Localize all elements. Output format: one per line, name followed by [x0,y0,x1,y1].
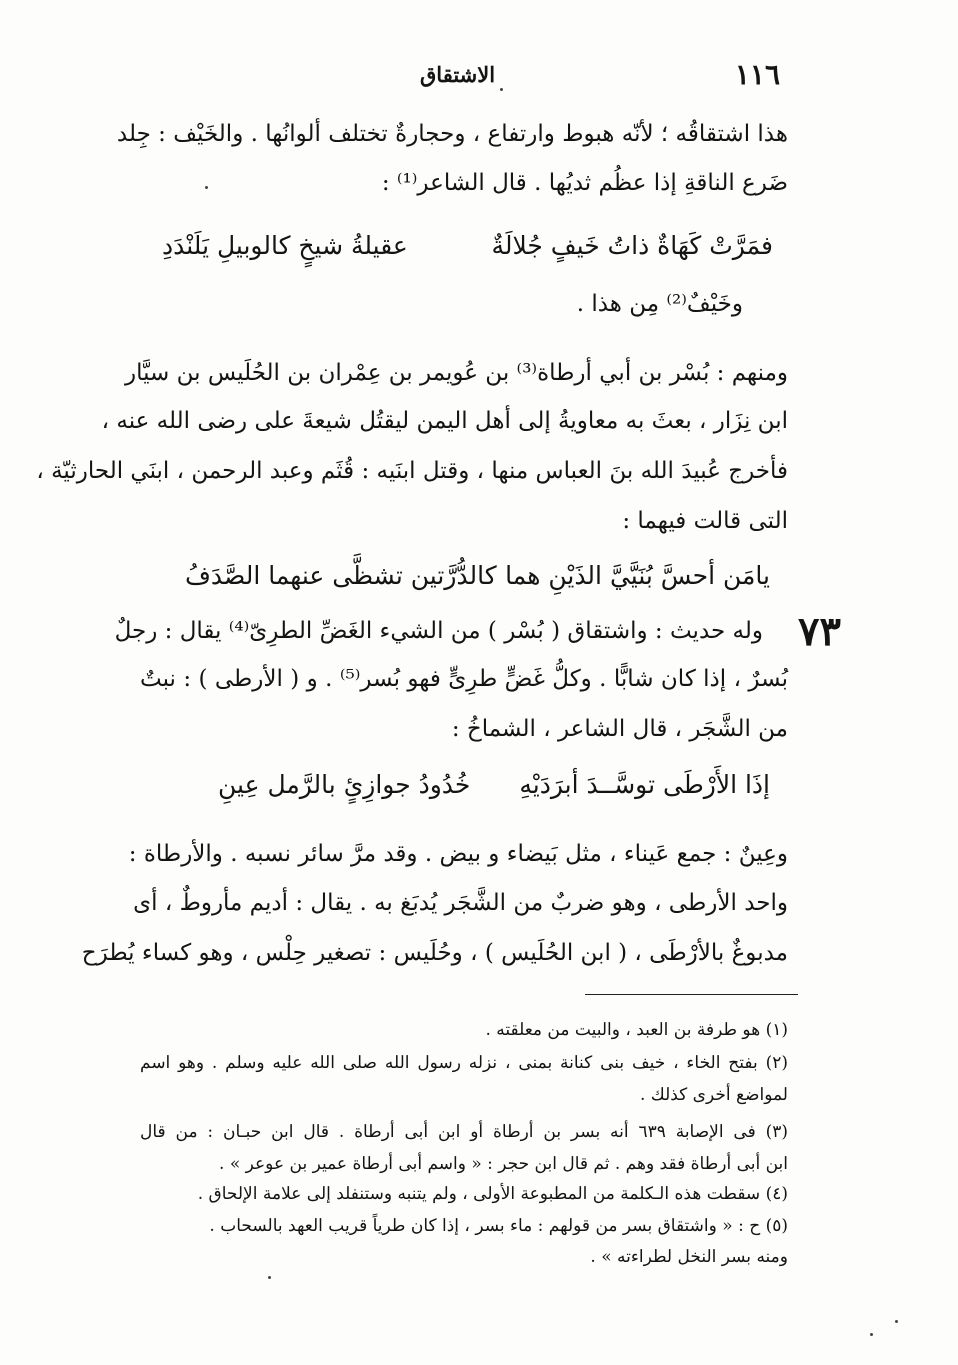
footnote-2-line-2: لمواضع أخرى كذلك . [639,1085,788,1105]
body-line-8: وله حديث : واشتقاق ( بُسْر ) من الشيء الغَضِّ الطرِىّ⁽⁴⁾ يقال : رجلٌ [114,618,763,644]
scan-speck [895,1320,898,1323]
running-title: الاشتقاق [420,62,496,87]
footnote-3-line-2: ابن أبى أرطاة فقد وهم . ثم قال ابن حجر : « واسم أبى أرطاة عمير بن عوعر » . [219,1154,788,1174]
footnote-1: (١) هو طرفة بن العبد ، والبيت من معلقته . [485,1020,788,1040]
body-line-13: مدبوغٌ بالأرْطَى ، ( ابن الحُلَيس ) ، وحُلَيس : تصغير حِلْس ، وهو كساء يُطرَح [81,940,788,966]
footnote-5-line-1: (٥) ح : « واشتقاق بسر من قولهم : ماء بسر ، إذا كان طرياً قريب العهد بالسحاب . [209,1216,788,1236]
body-line-2: ضَرع الناقةِ إذا عظُم ثديُها . قال الشاعر⁽¹⁾ : [381,170,788,196]
margin-entry-number: ٧٣ [798,608,841,655]
verse-1-first-hemistich: فمَرَّتْ كَهَاةٌ ذاتُ خَيفٍ جُلالَةٌ [491,231,773,260]
footnote-5-line-2: ومنه بسر النخل لطراءته » . [590,1247,788,1267]
footnote-2-line-1: (٢) بفتح الخاء ، خيف بنى كنانة بمنى ، نزله رسول الله صلى الله عليه وسلم . وهو اسم [140,1053,788,1073]
verse-2-second-hemistich: كالدُّرَّتين تشظَّى عنهما الصَّدَفُ [185,561,497,590]
verse-3-first-hemistich: إذَا الأَرْطَى توسَّــدَ أبرَدَيْهِ [519,770,770,799]
scan-speck [268,1276,271,1279]
body-line-7: التى قالت فيهما : [622,508,788,534]
scan-speck [205,186,208,189]
body-line-12: واحد الأرطى ، وهو ضربٌ من الشَّجَر يُدبَغ به . يقال : أديم مأروطٌ ، أى [133,890,788,916]
body-line-9: بُسرٌ ، إذا كان شابًّا . وكلُّ غَضٍّ طرِىٍّ فهو بُسر⁽⁵⁾ . و ( الأرطى ) : نبتٌ [140,666,788,692]
body-line-5: ابن نِزَار ، بعثَ به معاويةُ إلى أهل اليمن ليقتُل شيعةَ على رضى الله عنه ، [101,408,788,434]
footnote-3-line-1: (٣) فى الإصابة ٦٣٩ أنه بسر بن أرطاة أو ابن أبى أرطاة . قال ابن حبـان : من قال [140,1122,788,1142]
verse-1-second-hemistich: عقيلةُ شيخٍ كالوبيلِ يَلَنْدَدِ [162,231,408,260]
page-number: ١١٦ [734,58,780,91]
footnote-separator [585,994,798,995]
footnote-4: (٤) سقطت هذه الـكلمة من المطبوعة الأولى ، ولم يتنبه وستنفلد إلى علامة الإلحاق . [197,1184,788,1204]
verse-3-second-hemistich: خُدُودُ جوازِئٍ بالرَّمل عِينِ [218,770,471,799]
body-line-4: ومنهم : بُسْر بن أبي أرطاة⁽³⁾ بن عُويمر بن عِمْران بن الحُلَيس بن سيَّار [124,360,788,386]
scan-speck [870,1333,873,1336]
body-line-10: من الشَّجَر ، قال الشاعر ، الشماخُ : [451,716,788,742]
scan-speck [500,88,503,91]
body-line-3: وخَيْفٌ⁽²⁾ مِن هذا . [576,291,743,317]
verse-2-first-hemistich: يامَن أحسَّ بُنَيَّيَّ الذَيْنِ هما [505,561,770,590]
body-line-1: هذا اشتقاقُه ؛ لأنّه هبوط وارتفاع ، وحجارةٌ تختلف ألوانُها . والخَيْف : جِلد [116,121,788,147]
body-line-11: وعِينٌ : جمع عَيناء ، مثل بَيضاء و بيض . وقد مرَّ سائر نسبه . والأرطاة : [128,841,788,867]
body-line-6: فأخرج عُبيدَ الله بنَ العباس منها ، وقتل ابنَيه : قُثَم وعبد الرحمن ، ابنَي الحارثيّة ، [36,458,788,484]
